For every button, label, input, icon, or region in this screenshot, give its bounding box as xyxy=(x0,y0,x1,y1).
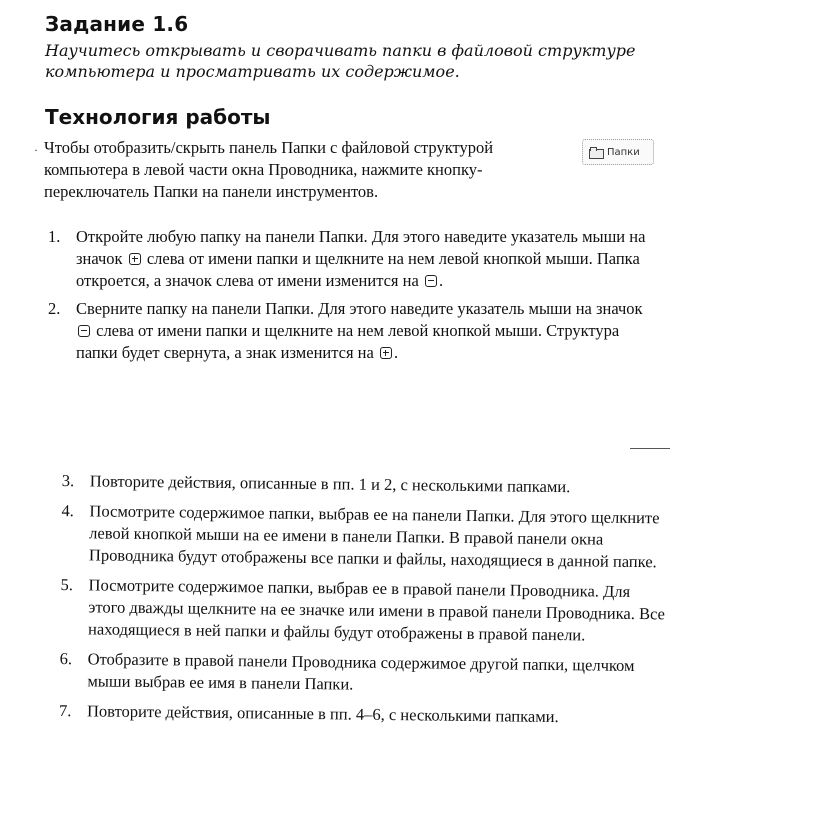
steps-list-part-1 xyxy=(48,226,660,370)
step-text-middle: слева от имени папки и щелкните на нем левой кнопкой мыши. Структура папки будет свернута, а знак изменится на xyxy=(76,321,620,362)
divider xyxy=(630,448,670,449)
step-number: 2. xyxy=(48,299,61,318)
step-text-start: Сверните папку на панели Папки. Для этого наведите указатель мыши на значок xyxy=(76,299,643,318)
step-text-end: . xyxy=(438,271,444,290)
technology-title: Технология работы xyxy=(45,105,271,129)
step-text: Посмотрите содержимое папки, выбрав ее на панели Папки. Для этого щелкните левой кнопкой мыши на ее имени в панели Папки. В правой панели окна Проводника будут отображены все папки и файлы, находящиеся в данной папке. xyxy=(88,501,660,572)
list-item xyxy=(62,470,670,499)
intro-bullet: · xyxy=(34,143,38,157)
list-item xyxy=(59,648,667,699)
step-number: 4. xyxy=(61,500,74,521)
step-text: Отобразите в правой панели Проводника содержимое другой папки, щелчком мыши выбрав ее имя в панели Папки. xyxy=(87,649,635,694)
intro-paragraph: Чтобы отобразить/скрыть панель Папки с файловой структурой компьютера в левой части окна Проводника, нажмите кнопку-переключатель Папки на панели инструментов. xyxy=(44,138,494,201)
step-number: 6. xyxy=(59,648,73,669)
list-item xyxy=(48,298,660,364)
folders-button-label: Папки xyxy=(607,146,640,158)
step-text: Посмотрите содержимое папки, выбрав ее в правой панели Проводника. Для этого дважды щелкните на ее значке или имени в правой панели Проводника. Все находящиеся в ней папки и файлы будут отображены в правой панели. xyxy=(87,575,665,645)
expand-plus-icon xyxy=(380,347,392,359)
collapse-minus-icon xyxy=(78,325,90,337)
steps-list-part-2 xyxy=(59,470,670,737)
step-number: 7. xyxy=(58,700,72,721)
task-title: Задание 1.6 xyxy=(45,12,189,36)
list-item xyxy=(61,500,670,573)
expand-plus-icon xyxy=(129,253,141,265)
collapse-minus-icon xyxy=(425,275,437,287)
folder-icon xyxy=(589,147,603,158)
step-text-end: . xyxy=(393,343,399,362)
step-number: 3. xyxy=(61,470,75,491)
task-description: Научитесь открывать и сворачивать папки в файловой структуре компьютера и просматривать их содержимое. xyxy=(45,41,636,81)
step-text-start: Откройте любую папку на панели Папки. Для этого наведите указатель мыши на значок xyxy=(76,227,646,268)
step-number: 1. xyxy=(48,227,61,246)
list-item xyxy=(59,700,667,729)
step-text: Повторите действия, описанные в пп. 1 и 2, с несколькими папками. xyxy=(89,471,571,497)
step-text: Повторите действия, описанные в пп. 4–6, с несколькими папками. xyxy=(86,701,559,727)
folders-toolbar-button[interactable] xyxy=(582,139,654,165)
step-number: 5. xyxy=(60,574,74,595)
list-item xyxy=(60,574,669,647)
list-item xyxy=(48,226,660,292)
step-text-middle: слева от имени папки и щелкните на нем левой кнопкой мыши. Папка откроется, а значок слева от имени изменится на xyxy=(76,249,640,290)
